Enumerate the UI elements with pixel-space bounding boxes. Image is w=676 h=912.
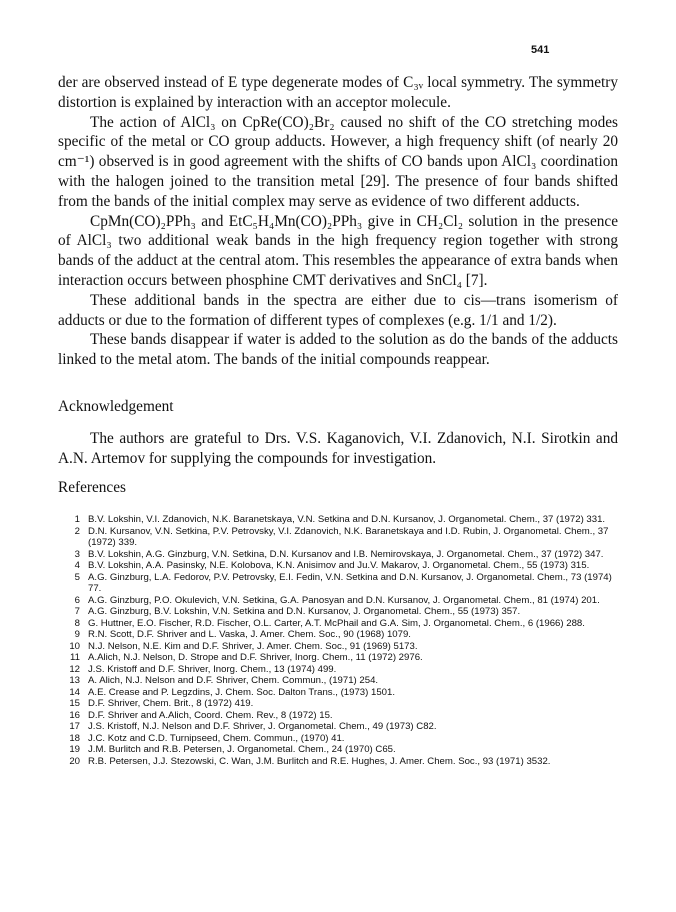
reference-text: A.G. Ginzburg, P.O. Okulevich, V.N. Setkina, G.A. Panosyan and D.N. Kursanov, J. Organometal. Chem., 81 (1974) 201. — [88, 594, 600, 606]
reference-text: J.C. Kotz and C.D. Turnipseed, Chem. Commun., (1970) 41. — [88, 732, 345, 744]
reference-item — [58, 514, 618, 526]
reference-text: J.M. Burlitch and R.B. Petersen, J. Organometal. Chem., 24 (1970) C65. — [88, 744, 396, 755]
reference-item — [58, 595, 618, 607]
reference-number: 9 — [74, 629, 80, 640]
reference-text: G. Huttner, E.O. Fischer, R.D. Fischer, O.L. Carter, A.T. McPhail and G.A. Sim, J. Organometal. Chem., 6 (1966) 288. — [88, 617, 585, 629]
page-number: 541 — [531, 44, 550, 56]
paragraph: These bands disappear if water is added to the solution as do the bands of the adducts linked to the metal atom. The bands of the initial compounds reappear. — [58, 331, 618, 369]
reference-number: 19 — [69, 744, 80, 755]
reference-text: A.Alich, N.J. Nelson, D. Strope and D.F. Shriver, Inorg. Chem., 11 (1972) 2976. — [88, 652, 423, 663]
reference-item — [58, 549, 618, 561]
reference-number: 18 — [69, 732, 80, 744]
reference-item — [58, 629, 618, 641]
reference-number: 15 — [69, 698, 80, 709]
reference-item — [58, 560, 618, 572]
reference-number: 12 — [69, 663, 80, 675]
reference-item — [58, 721, 618, 733]
reference-text: D.N. Kursanov, V.N. Setkina, P.V. Petrovsky, V.I. Zdanovich, N.K. Baranetskaya and I.D. Rubin, J. Organometal. Chem., 37 (1972) 339. — [88, 525, 609, 548]
acknowledgement-text: The authors are grateful to Drs. V.S. Kaganovich, V.I. Zdanovich, N.I. Sirotkin and A.N. Artemov for supplying the compounds for investigation. — [58, 430, 618, 467]
reference-text: D.F. Shriver and A.Alich, Coord. Chem. Rev., 8 (1972) 15. — [88, 709, 333, 721]
reference-text: B.V. Lokshin, A.G. Ginzburg, V.N. Setkina, D.N. Kursanov and I.B. Nemirovskaya, J. Organometal. Chem., 37 (1972) 347. — [88, 548, 604, 560]
reference-item — [58, 675, 618, 687]
reference-number: 11 — [70, 652, 80, 663]
reference-number: 14 — [69, 686, 80, 698]
reference-text: A.G. Ginzburg, L.A. Fedorov, P.V. Petrovsky, E.I. Fedin, V.N. Setkina and D.N. Kursanov, J. Organometal. Chem., 73 (1974) 77. — [88, 571, 612, 594]
reference-number: 6 — [74, 594, 80, 606]
reference-text: A.G. Ginzburg, B.V. Lokshin, V.N. Setkina and D.N. Kursanov, J. Organometal. Chem., 55 (1973) 357. — [88, 606, 521, 617]
reference-number: 17 — [69, 721, 80, 732]
reference-item — [58, 572, 618, 595]
body-text — [58, 73, 618, 370]
reference-item — [58, 698, 618, 710]
reference-number: 3 — [74, 548, 80, 560]
reference-item — [58, 744, 618, 756]
reference-text: J.S. Kristoff, N.J. Nelson and D.F. Shriver, J. Organometal. Chem., 49 (1973) C82. — [88, 721, 437, 732]
paragraph: The action of AlCl₃ on CpRe(CO)₂Br₂ caused no shift of the CO stretching modes specific of the metal or CO group adducts. However, a high frequency shift (of nearly 20 cm⁻¹) observed is in good agreement with the shifts of CO bands upon AlCl₃ coordination with the halogen joined to the transition metal [29]. The presence of four bands shifted from the bands of the initial complex may serve as evidence of two different adducts. — [58, 113, 618, 210]
reference-text: B.V. Lokshin, V.I. Zdanovich, N.K. Baranetskaya, V.N. Setkina and D.N. Kursanov, J. Organometal. Chem., 37 (1972) 331. — [88, 514, 606, 525]
reference-text: A. Alich, N.J. Nelson and D.F. Shriver, Chem. Commun., (1971) 254. — [88, 675, 379, 686]
reference-text: J.S. Kristoff and D.F. Shriver, Inorg. Chem., 13 (1974) 499. — [88, 663, 337, 675]
reference-item — [58, 618, 618, 630]
reference-text: D.F. Shriver, Chem. Brit., 8 (1972) 419. — [88, 698, 254, 709]
reference-item — [58, 664, 618, 676]
references-heading: References — [58, 479, 126, 496]
reference-item — [58, 710, 618, 722]
reference-number: 2 — [74, 525, 80, 537]
acknowledgement-heading: Acknowledgement — [58, 398, 174, 415]
reference-number: 7 — [74, 606, 80, 617]
reference-list — [58, 514, 618, 767]
reference-item — [58, 641, 618, 653]
reference-text: N.J. Nelson, N.E. Kim and D.F. Shriver, J. Amer. Chem. Soc., 91 (1969) 5173. — [88, 640, 418, 652]
reference-item — [58, 606, 618, 618]
reference-number: 13 — [69, 675, 80, 686]
paragraph: der are observed instead of E type degenerate modes of C₃ᵥ local symmetry. The symmetry distortion is explained by interaction with an acceptor molecule. — [58, 74, 618, 111]
reference-number: 8 — [74, 617, 80, 629]
reference-text: R.B. Petersen, J.J. Stezowski, C. Wan, J.M. Burlitch and R.E. Hughes, J. Amer. Chem. Soc., 93 (1971) 3532. — [88, 755, 551, 767]
reference-text: B.V. Lokshin, A.A. Pasinsky, N.E. Kolobova, K.N. Anisimov and Ju.V. Makarov, J. Organometal. Chem., 55 (1973) 315. — [88, 560, 590, 571]
reference-item — [58, 652, 618, 664]
reference-number: 5 — [74, 571, 80, 583]
reference-item — [58, 526, 618, 549]
reference-number: 1 — [74, 514, 80, 525]
paragraph: These additional bands in the spectra are either due to cis—trans isomerism of adducts or due to the formation of different types of complexes (e.g. 1/1 and 1/2). — [58, 291, 618, 329]
paragraph: CpMn(CO)₂PPh₃ and EtC₅H₄Mn(CO)₂PPh₃ give in CH₂Cl₂ solution in the presence of AlCl₃ two additional weak bands in the high frequency region together with strong bands of the adduct at the central atom. This resembles the appearance of extra bands when interaction occurs between phosphine CMT derivatives and SnCl₄ [7]. — [58, 212, 618, 289]
reference-text: R.N. Scott, D.F. Shriver and L. Vaska, J. Amer. Chem. Soc., 90 (1968) 1079. — [88, 629, 411, 640]
reference-number: 4 — [74, 560, 80, 571]
reference-item — [58, 756, 618, 768]
reference-number: 20 — [69, 755, 80, 767]
reference-item — [58, 687, 618, 699]
reference-number: 16 — [69, 709, 80, 721]
reference-text: A.E. Crease and P. Legzdins, J. Chem. Soc. Dalton Trans., (1973) 1501. — [88, 686, 395, 698]
reference-number: 10 — [69, 640, 80, 652]
reference-item — [58, 733, 618, 745]
